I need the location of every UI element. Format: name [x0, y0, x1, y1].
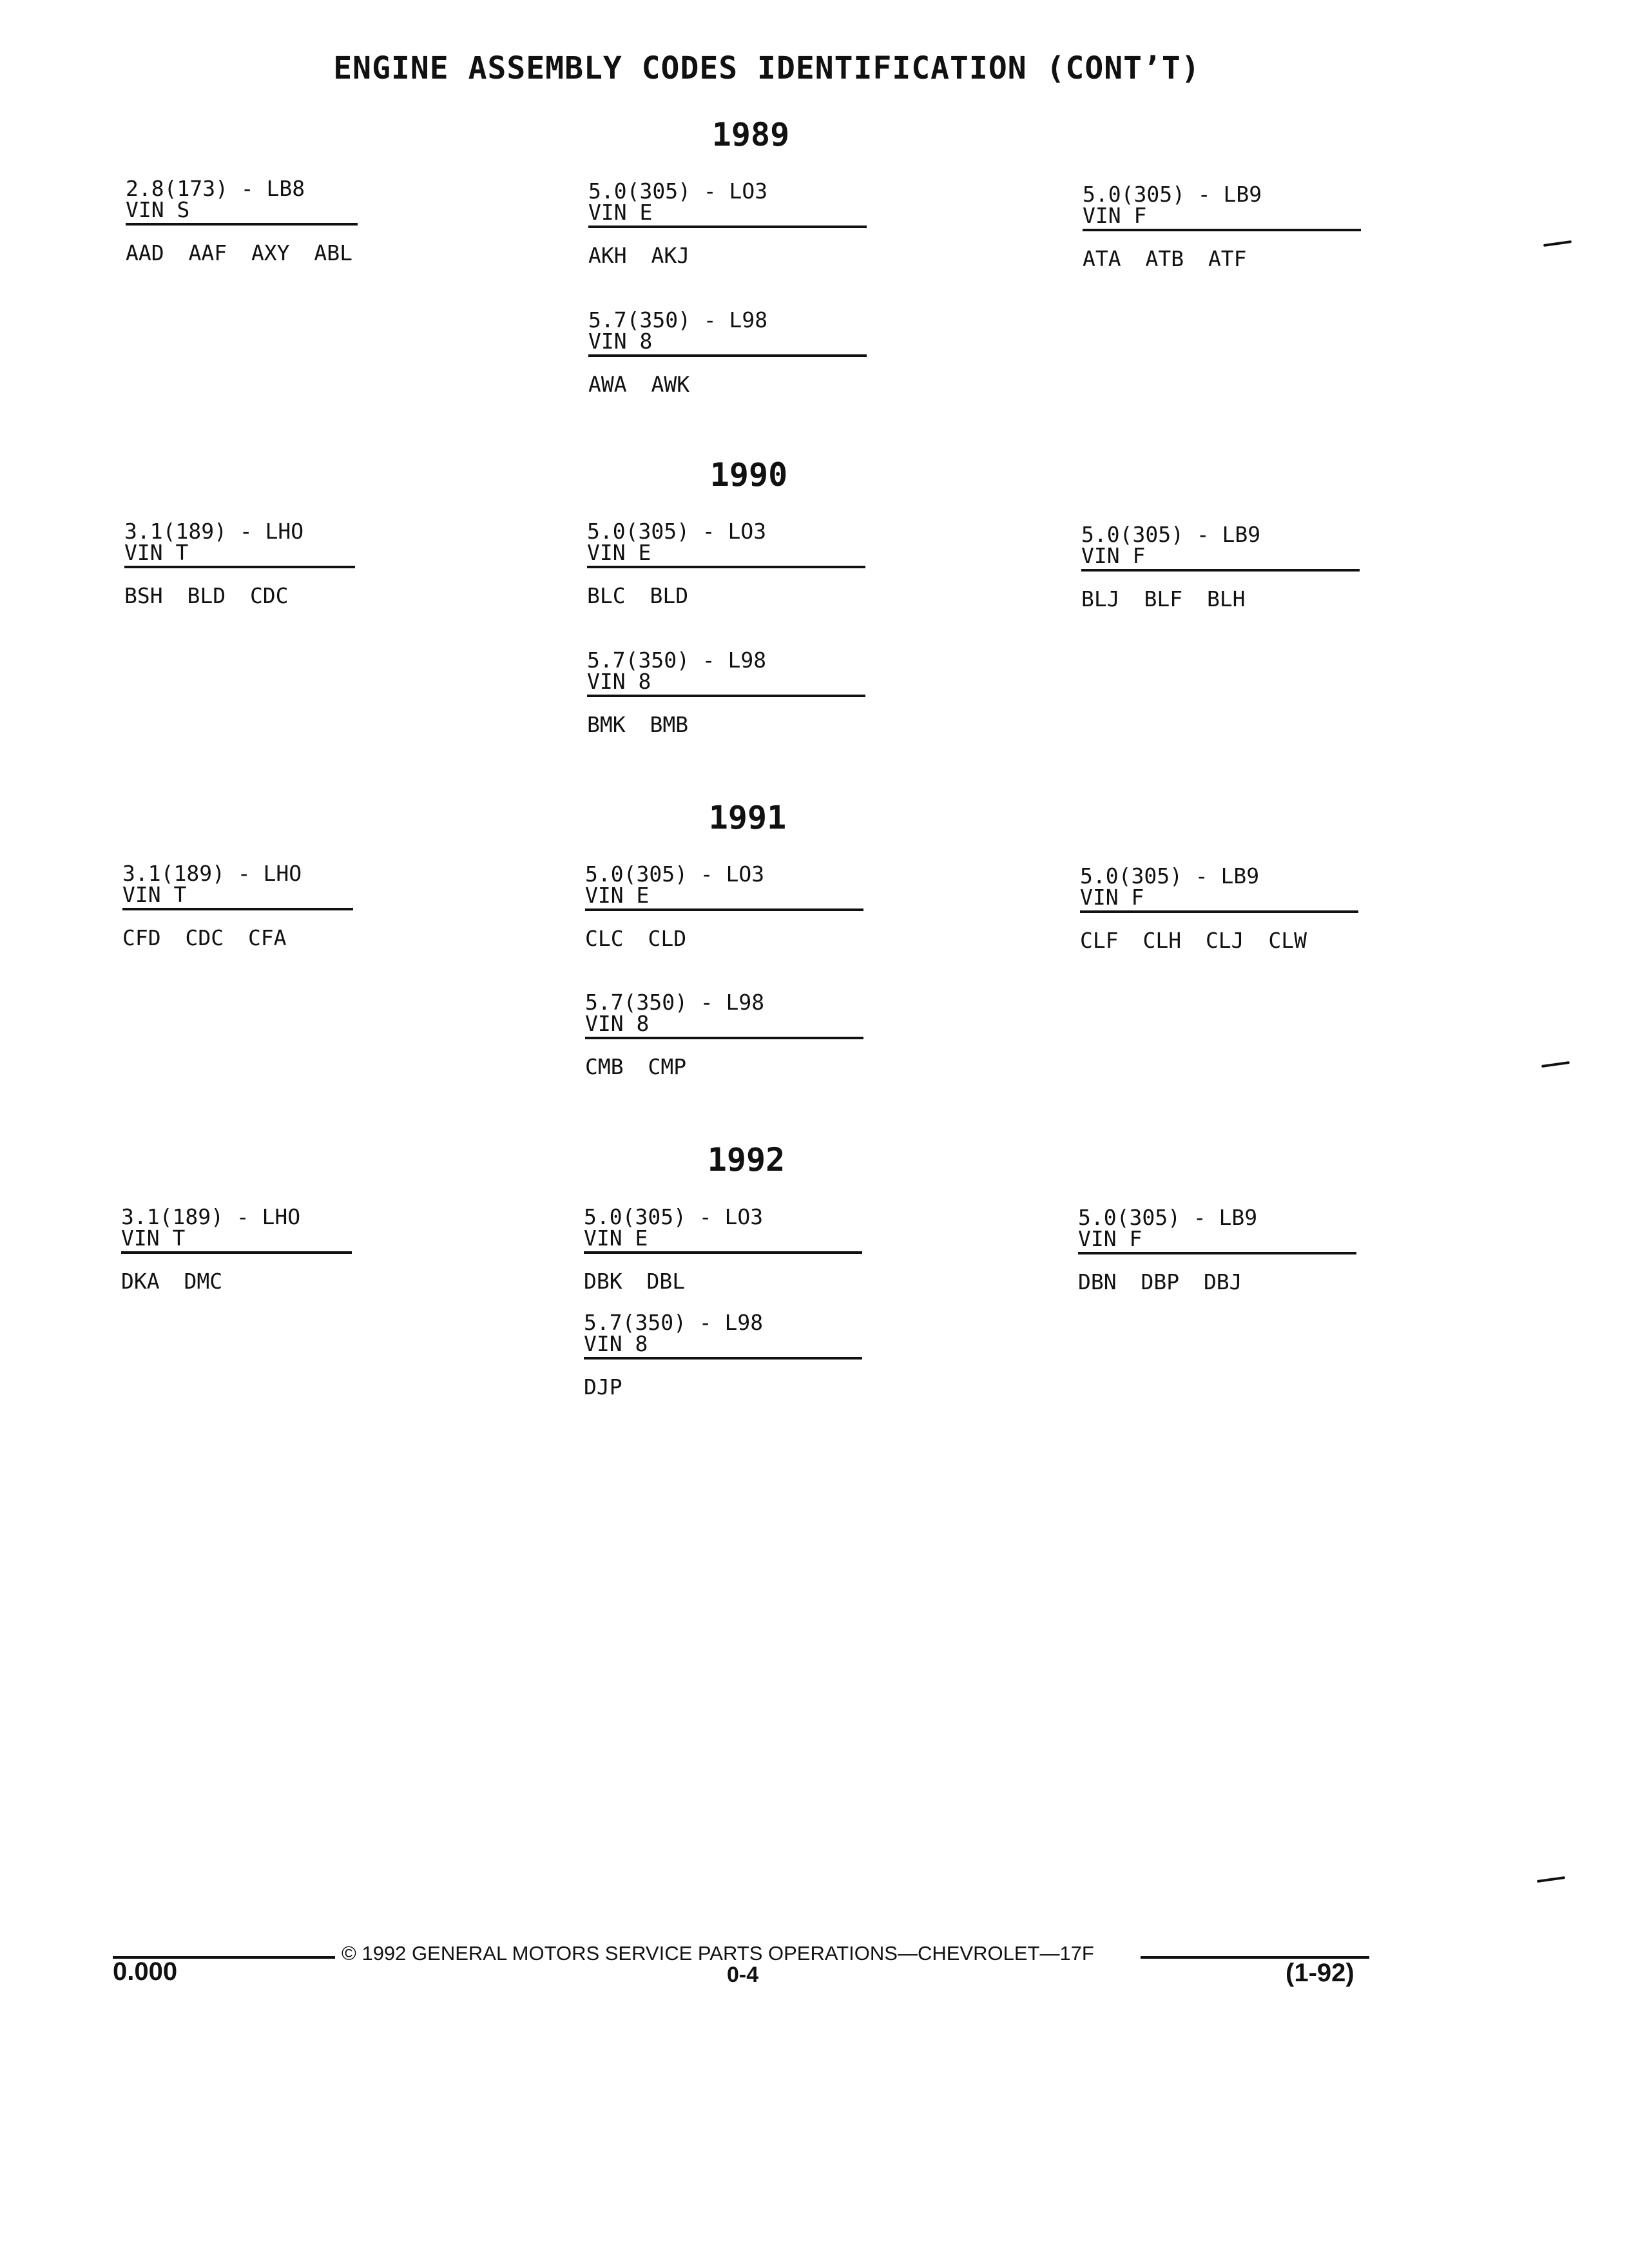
assembly-codes: CMB CMP — [585, 1054, 687, 1079]
assembly-codes: AKH AKJ — [588, 243, 690, 268]
engine-spec: 5.0(305) - LO3 — [585, 861, 765, 887]
vin-code: VIN 8 — [588, 331, 867, 357]
assembly-codes: DJP — [584, 1374, 622, 1399]
engine-spec: 3.1(189) - LHO — [122, 861, 302, 886]
vin-code: VIN 8 — [587, 671, 865, 697]
engine-block — [587, 521, 865, 606]
engine-block — [584, 1206, 862, 1292]
engine-block — [121, 1206, 352, 1292]
footer-page-number: 0-4 — [727, 1963, 759, 1987]
assembly-codes: BLJ BLF BLH — [1081, 586, 1246, 611]
assembly-codes: BSH BLD CDC — [124, 583, 289, 608]
engine-spec: 5.7(350) - L98 — [587, 648, 767, 673]
vin-code: VIN T — [121, 1227, 352, 1254]
vin-code: VIN S — [126, 199, 358, 226]
vin-code: VIN T — [124, 542, 355, 568]
engine-spec: 5.0(305) - LB9 — [1080, 863, 1260, 889]
vin-code: VIN T — [122, 884, 353, 910]
assembly-codes: ATA ATB ATF — [1083, 246, 1247, 271]
engine-block — [124, 521, 355, 606]
engine-block — [126, 178, 358, 264]
year-heading-1992: 1992 — [707, 1141, 786, 1178]
assembly-codes: CFD CDC CFA — [122, 925, 287, 950]
assembly-codes: BMK BMB — [587, 712, 689, 737]
vin-code: VIN E — [584, 1227, 862, 1254]
year-heading-1991: 1991 — [708, 799, 787, 836]
vin-code: VIN E — [588, 202, 867, 228]
margin-mark — [1537, 1876, 1565, 1883]
engine-block — [1081, 524, 1360, 610]
footer-date: (1-92) — [1286, 1959, 1354, 1987]
engine-block — [122, 863, 353, 948]
page-title: ENGINE ASSEMBLY CODES IDENTIFICATION (CONT’T) — [333, 50, 1200, 86]
assembly-codes: CLC CLD — [585, 926, 687, 951]
engine-spec: 5.7(350) - L98 — [584, 1310, 764, 1335]
engine-spec: 5.0(305) - LO3 — [588, 178, 768, 204]
vin-code: VIN 8 — [585, 1013, 863, 1039]
margin-mark — [1543, 240, 1572, 247]
assembly-codes: BLC BLD — [587, 583, 689, 608]
engine-spec: 5.0(305) - LO3 — [587, 519, 767, 544]
vin-code: VIN F — [1081, 545, 1360, 572]
vin-code: VIN 8 — [584, 1333, 862, 1360]
engine-block — [584, 1312, 862, 1398]
footer-section-number: 0.000 — [113, 1957, 178, 1986]
engine-spec: 5.7(350) - L98 — [585, 990, 765, 1015]
assembly-codes: AAD AAF AXY ABL — [126, 240, 353, 265]
engine-spec: 5.0(305) - LB9 — [1081, 522, 1261, 547]
assembly-codes: DBN DBP DBJ — [1078, 1269, 1242, 1294]
vin-code: VIN F — [1078, 1228, 1356, 1254]
footer-copyright: © 1992 GENERAL MOTORS SERVICE PARTS OPERATIONS—CHEVROLET—17F — [342, 1942, 1094, 1965]
assembly-codes: AWA AWK — [588, 372, 690, 397]
engine-spec: 3.1(189) - LHO — [121, 1204, 301, 1229]
assembly-codes: CLF CLH CLJ CLW — [1080, 928, 1307, 953]
vin-code: VIN F — [1083, 205, 1361, 231]
engine-spec: 2.8(173) - LB8 — [126, 176, 305, 201]
engine-spec: 5.0(305) - LB9 — [1083, 182, 1262, 207]
assembly-codes: DKA DMC — [121, 1269, 223, 1294]
engine-block — [1078, 1207, 1356, 1293]
engine-block — [585, 992, 863, 1077]
year-heading-1989: 1989 — [711, 116, 790, 153]
engine-block — [1080, 865, 1358, 951]
vin-code: VIN F — [1080, 887, 1358, 913]
engine-spec: 5.7(350) - L98 — [588, 307, 768, 332]
vin-code: VIN E — [585, 885, 863, 911]
engine-spec: 5.0(305) - LB9 — [1078, 1205, 1258, 1230]
vin-code: VIN E — [587, 542, 865, 568]
assembly-codes: DBK DBL — [584, 1269, 686, 1294]
engine-block — [588, 309, 867, 395]
engine-spec: 3.1(189) - LHO — [124, 519, 304, 544]
engine-block — [588, 180, 867, 266]
engine-spec: 5.0(305) - LO3 — [584, 1204, 764, 1229]
engine-block — [1083, 184, 1361, 269]
year-heading-1990: 1990 — [709, 456, 788, 494]
engine-block — [587, 649, 865, 735]
margin-mark — [1541, 1061, 1570, 1068]
engine-block — [585, 863, 863, 949]
